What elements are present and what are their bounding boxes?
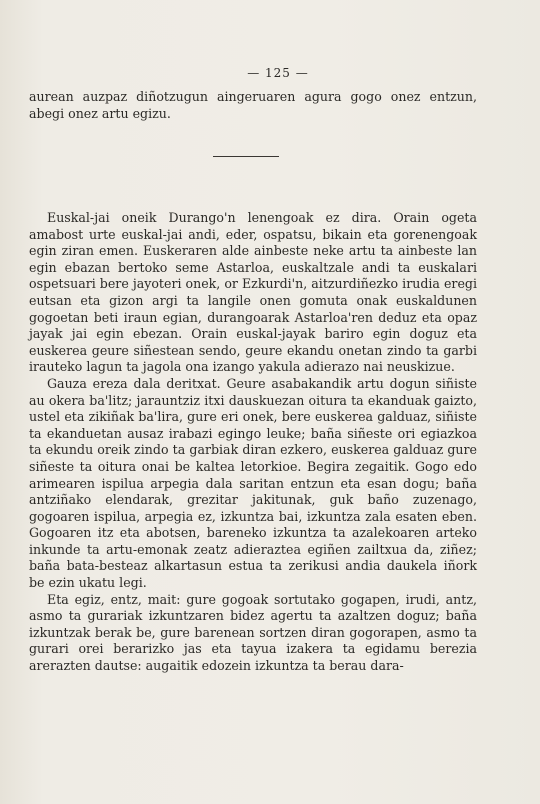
paragraph: Euskal-jai oneik Durango'n lenengoak ez dira. Orain ogeta amabost urte euskal-jai andi, eder, ospatsu, bikain eta gorenengoak egin ziran emen. Euskeraren alde ainbeste neke artu ta ainbeste lan egin ebazan bertoko seme Astarloa, euskaltzale andi ta euskalari ospetsuari bere jayoteri onek, or Ezkurdi'n, aitzurdiñezko irudia eregi eutsan eta gizon argi ta langile onen gomuta onak euskaldunen gogoetan beti iraun egian, durangoarak Astarloa'ren deduz eta opaz jayak jai egin ebezan. Orain euskal-jayak bariro egin doguz eta euskerea geure siñestean sendo, geure ekandu onetan zindo ta garbi irauteko lagun ta jagola ona izango yakula adierazo nai neuskizue. (29, 210, 477, 375)
page-number: — 125 — (247, 66, 309, 80)
continued-paragraph (29, 89, 477, 122)
paragraph: Gauza ereza dala deritxat. Geure asabakandik artu dogun siñiste au okera ba'litz; jarauntziz itxi dauskuezan oitura ta ekanduak gaizto, ustel eta zikiñak ba'lira, gure eri onek, bere euskerea galduaz, siñiste ta ekanduetan ausaz irabazi egingo leuke; baña siñeste ori egiazkoa ta ekundu oreik zindo ta garbiak diran ezkero, euskerea galduaz gure siñeste ta oitura onai be kaltea letorkioe. Begira zegaitik. Gogo edo arimearen ispilua arpegia dala saritan entzun eta esan dogu; baña antziñako elendarak, grezitar jakitunak, guk baño zuzenago, gogoaren ispilua, arpegia ez, izkuntza bai, izkuntza zala esaten eben. Gogoaren itz eta abotsen, bareneko izkuntza ta azalekoaren arteko inkunde ta artu-emonak zeatz adieraztea egiñen zailtxua da, ziñez; baña bata-besteaz alkartasun estua ta zerikusi andia daukela iñork be ezin ukatu legi. (29, 375, 477, 591)
section-divider (213, 156, 279, 157)
paragraph: Eta egiz, entz, mait: gure gogoak sortutako gogapen, irudi, antz, asmo ta gurariak izkuntzaren bidez agertu ta azaltzen doguz; baña izkuntzak berak be, gure barenean sortzen diran gogorapen, asmo ta gurari orei berarizko jas eta tayua izakera ta egidamu berezia arerazten dautse: augaitik edozein izkuntza ta berau dara- (29, 591, 477, 674)
body-text (29, 210, 477, 675)
paragraph: aurean auzpaz diñotzugun aingeruaren agura gogo onez entzun, abegi onez artu egizu. (29, 89, 477, 121)
